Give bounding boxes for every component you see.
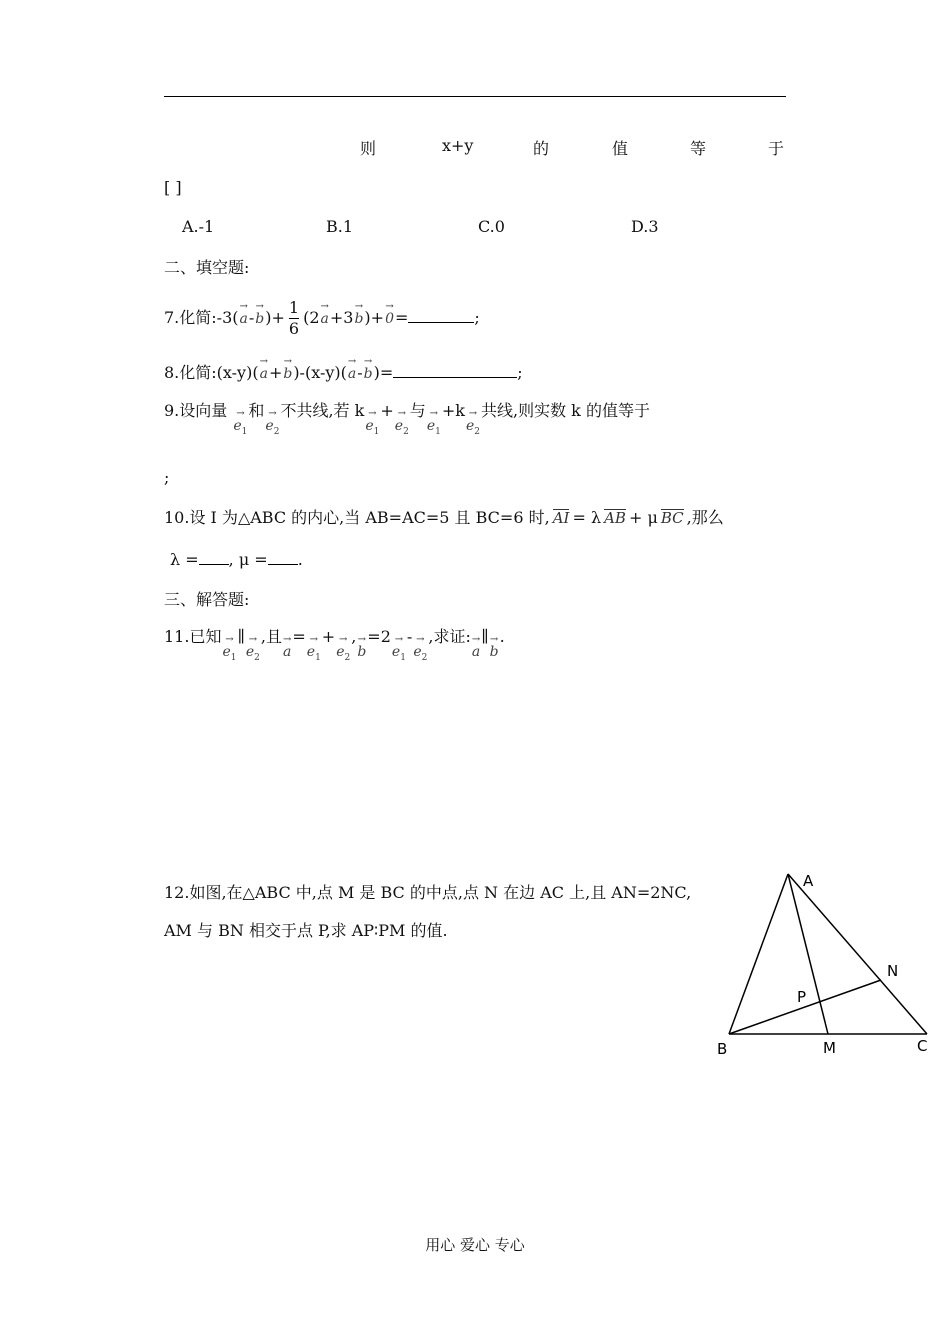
vec-b: → b [255,301,265,327]
label-n: N [887,962,899,980]
vec-e2: → $e_2$ [413,634,428,663]
q6-word-5: 等 [690,139,707,158]
q9-plusk: +k [441,401,465,420]
vec-a: → a [471,634,481,660]
vec-b: → b [363,356,373,382]
q8-minus: - [357,363,363,382]
q10-eq-lambda: = λ [572,508,602,527]
q6-answer-bracket: [ ] [164,178,182,197]
vec-bc: BC [660,509,684,527]
vec-e1: → $e_1$ [222,634,237,663]
vec-e1: → $e_1$ [391,634,406,663]
q11-end: . [499,627,505,646]
q7-plus3: +3 [329,308,354,327]
q10-period: . [297,550,303,569]
vec-a: → a [239,301,248,327]
header-rule [164,96,786,97]
vec-a: → a [259,356,268,382]
q7-line [164,300,480,337]
vec-b: → b [489,634,499,660]
q8-line [164,356,523,383]
q10-plus-mu: + μ [628,508,658,527]
vec-b: → b [354,301,364,327]
vec-a: → a [347,356,357,382]
q9-prefix: 9.设向量 [164,401,228,420]
q10-line2 [170,550,303,569]
vec-a: → a [320,301,329,327]
q7-minus: - [248,308,255,327]
q8-prefix: 8.化简:(x-y)( [164,363,259,382]
q11-comma: , [351,627,357,646]
q11-minus: - [406,627,413,646]
q6-option-d: D.3 [631,217,659,236]
vec-e1: → $e_1$ [365,408,380,437]
q8-mid: )-(x-y)( [293,363,347,382]
section3-title: 三、解答题: [164,590,250,609]
vec-e2: → $e_2$ [465,408,480,437]
label-a: A [803,872,814,890]
section2-title: 二、填空题: [164,258,250,277]
q8-plus: + [268,363,283,382]
vec-e2: → $e_2$ [265,408,280,437]
vec-e2: → $e_2$ [336,634,351,663]
side-ab [729,874,788,1034]
q9-with: 与 [409,401,426,420]
q12-line2: AM 与 BN 相交于点 P,求 AP∶PM 的值. [164,921,448,940]
q7-eq: = [395,308,409,327]
q11-parallel: ∥ [481,627,489,646]
q6-option-c: C.0 [478,217,505,236]
q6-word-6: 于 [768,139,785,158]
q10-line [164,505,724,528]
q6-option-b: B.1 [326,217,354,236]
triangle-figure [700,860,945,1060]
q9-tail: 共线,则实数 k 的值等于 [480,401,650,420]
vec-e1: → $e_1$ [306,634,321,663]
label-c: C [917,1037,928,1055]
page-footer: 用心 爱心 专心 [425,1236,525,1254]
q11-and: ,且 [260,627,282,646]
q6-word-1: 则 [360,139,377,158]
label-b: B [717,1040,728,1058]
q7-mid: (2 [303,308,320,327]
q7-end: ; [474,308,480,327]
fraction-one-sixth: $\frac{1}{6}$ [288,298,300,338]
q6-word-2: x+y [442,136,474,155]
q10-prefix: 10.设 I 为△ABC 的内心,当 AB=AC=5 且 BC=6 时, [164,508,550,527]
lambda-label: λ = [170,550,199,569]
q8-end: ; [517,363,523,382]
q9-end: ; [164,468,170,487]
q7-close2: )+ [364,308,385,327]
q10-tail: ,那么 [686,508,724,527]
vec-a: → a [282,634,292,660]
label-p: P [797,988,807,1006]
q11-line [164,624,505,663]
mu-blank [268,550,298,565]
q8-eq: )= [373,363,394,382]
q11-plus: + [321,627,336,646]
vec-e1: → $e_1$ [233,408,248,437]
side-ac [788,874,927,1034]
vec-e2: → $e_2$ [394,408,409,437]
q6-word-3: 的 [533,139,550,158]
label-m: M [823,1039,836,1057]
vec-ai: AI [552,509,570,527]
q9-plus: + [380,401,394,420]
q11-prefix: 11.已知 [164,627,222,646]
q6-option-a: A.-1 [182,217,215,236]
vec-ab: AB [604,509,626,527]
q11-parallel: ∥ [237,627,245,646]
q9-notcol: 不共线,若 k [280,401,365,420]
mu-label: , μ = [228,550,268,569]
q11-eq2: =2 [367,627,391,646]
vec-e2: → $e_2$ [245,634,260,663]
q9-and: 和 [248,401,265,420]
q11-prove: ,求证: [428,627,471,646]
q8-answer-blank [393,363,517,378]
q9-line [164,398,650,437]
vec-e1: → $e_1$ [426,408,441,437]
vec-b: → b [283,356,293,382]
q12-line1: 12.如图,在△ABC 中,点 M 是 BC 的中点,点 N 在边 AC 上,且 AN=2NC, [164,883,692,902]
q7-answer-blank [408,308,474,323]
lambda-blank [199,550,229,565]
q6-word-4: 值 [612,139,629,158]
q11-eq: = [292,627,306,646]
q7-close: )+ [265,308,285,327]
vec-b: → b [357,634,367,660]
vec-zero: → 0 [385,301,394,327]
q7-prefix: 7.化简:-3( [164,308,239,327]
